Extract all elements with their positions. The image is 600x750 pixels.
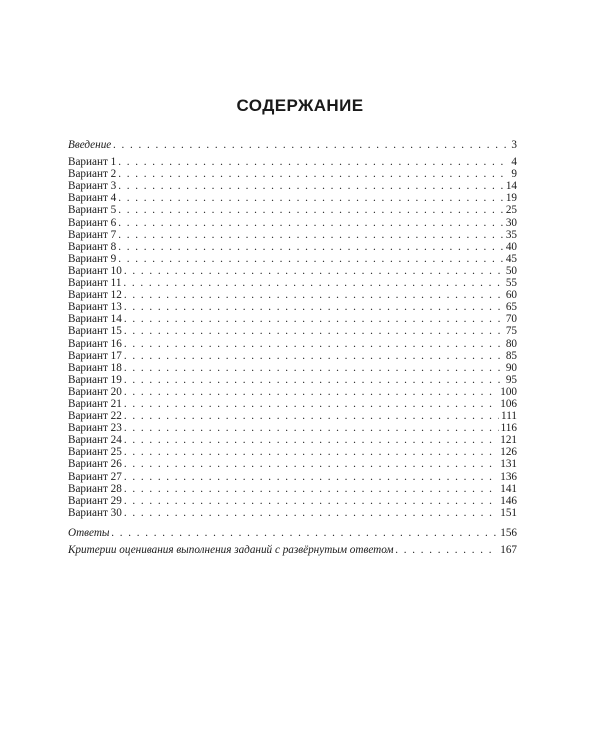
toc-entry-label: Вариант 20	[68, 385, 122, 398]
toc-entry-page: 111	[501, 410, 517, 423]
toc-entry-page: 70	[505, 313, 517, 326]
toc-entry-variant-24[interactable]	[68, 434, 517, 446]
toc-entry-variant-29[interactable]	[68, 495, 517, 507]
toc-entry-page: 40	[505, 240, 517, 253]
toc-entry-variant-27[interactable]	[68, 471, 517, 483]
toc-entry-page: 65	[505, 301, 517, 314]
toc-entry-label: Вариант 16	[68, 337, 122, 350]
dot-leader	[124, 374, 504, 386]
dot-leader	[113, 139, 509, 151]
toc-entry-page: 14	[505, 180, 517, 193]
toc-entry-variant-25[interactable]	[68, 446, 517, 458]
toc-entry-label: Критерии оценивания выполнения заданий с развёрнутым ответом	[68, 544, 394, 556]
toc-entry-page: 131	[500, 458, 517, 471]
toc-entry-variant-15[interactable]	[68, 325, 517, 337]
toc-entry-label: Вариант 27	[68, 470, 122, 483]
table-of-contents	[68, 139, 517, 556]
toc-entry-label: Вариант 10	[68, 264, 122, 277]
toc-entry-page: 136	[500, 470, 517, 483]
dot-leader	[124, 483, 498, 495]
toc-entry-page: 121	[500, 434, 517, 447]
toc-entry-variant-9[interactable]	[68, 253, 517, 265]
toc-entry-label: Вариант 7	[68, 228, 117, 241]
dot-leader	[118, 229, 504, 241]
toc-entry-variant-20[interactable]	[68, 386, 517, 398]
toc-entry-variant-26[interactable]	[68, 458, 517, 470]
toc-entry-variant-19[interactable]	[68, 374, 517, 386]
dot-leader	[124, 265, 504, 277]
toc-entry-label: Вариант 9	[68, 252, 117, 265]
toc-entry-label: Вариант 8	[68, 240, 117, 253]
toc-entry-page: 80	[505, 337, 517, 350]
toc-entry-page: 141	[500, 482, 517, 495]
toc-entry-label: Введение	[68, 139, 112, 151]
toc-entry-label: Вариант 18	[68, 361, 122, 374]
dot-leader	[118, 168, 509, 180]
toc-entry-label: Вариант 15	[68, 325, 122, 338]
toc-entry-label: Вариант 19	[68, 373, 122, 386]
toc-entry-label: Вариант 29	[68, 494, 122, 507]
toc-entry-variant-16[interactable]	[68, 338, 517, 350]
toc-entry-page: 85	[505, 349, 517, 362]
toc-entry-label: Вариант 17	[68, 349, 122, 362]
toc-entry-label: Вариант 28	[68, 482, 122, 495]
dot-leader	[124, 338, 504, 350]
dot-leader	[124, 458, 498, 470]
toc-entry-label: Вариант 11	[68, 277, 122, 290]
toc-entry-label: Вариант 13	[68, 301, 122, 314]
toc-entry-label: Вариант 25	[68, 446, 122, 459]
toc-entry-page: 106	[500, 397, 517, 410]
dot-leader	[118, 156, 509, 168]
toc-entry-page: 95	[505, 373, 517, 386]
toc-entry-page: 3	[511, 139, 517, 151]
toc-entry-page: 30	[505, 216, 517, 229]
toc-entry-label: Ответы	[68, 526, 110, 539]
toc-entry-page: 116	[500, 422, 517, 435]
toc-entry-page: 50	[505, 264, 517, 277]
toc-entry-variant-22[interactable]	[68, 410, 517, 422]
toc-entry-label: Вариант 3	[68, 180, 117, 193]
toc-entry-label: Вариант 5	[68, 204, 117, 217]
dot-leader	[124, 325, 504, 337]
dot-leader	[123, 277, 503, 289]
toc-entry-variant-23[interactable]	[68, 422, 517, 434]
toc-entry-page: 90	[505, 361, 517, 374]
toc-entry-variant-14[interactable]	[68, 313, 517, 325]
dot-leader	[124, 350, 504, 362]
toc-entry-variant-13[interactable]	[68, 301, 517, 313]
dot-leader	[124, 362, 504, 374]
toc-entry-label: Вариант 4	[68, 192, 117, 205]
toc-entry-variant-6[interactable]	[68, 217, 517, 229]
toc-entry-answers[interactable]	[68, 527, 517, 539]
toc-entry-variant-4[interactable]	[68, 192, 517, 204]
toc-entry-label: Вариант 30	[68, 506, 122, 519]
variant-list	[68, 156, 517, 519]
dot-leader	[124, 471, 498, 483]
toc-entry-label: Вариант 6	[68, 216, 117, 229]
toc-entry-page: 151	[500, 506, 517, 519]
dot-leader	[124, 289, 504, 301]
toc-entry-page: 60	[505, 289, 517, 302]
dot-leader	[396, 544, 499, 556]
dot-leader	[124, 313, 504, 325]
toc-entry-page: 156	[500, 526, 517, 539]
page-title: СОДЕРЖАНИЕ	[236, 96, 364, 115]
dot-leader	[118, 241, 504, 253]
toc-entry-variant-12[interactable]	[68, 289, 517, 301]
dot-leader	[124, 422, 499, 434]
toc-entry-page: 9	[511, 168, 517, 181]
toc-entry-variant-1[interactable]	[68, 156, 517, 168]
toc-entry-page: 4	[511, 156, 517, 169]
dot-leader	[124, 410, 499, 422]
toc-entry-variant-3[interactable]	[68, 180, 517, 192]
toc-entry-label: Вариант 26	[68, 458, 122, 471]
toc-entry-variant-18[interactable]	[68, 362, 517, 374]
dot-leader	[118, 217, 504, 229]
dot-leader	[124, 446, 498, 458]
toc-entry-label: Вариант 23	[68, 422, 122, 435]
toc-entry-variant-2[interactable]	[68, 168, 517, 180]
toc-entry-label: Вариант 2	[68, 168, 117, 181]
toc-entry-page: 126	[500, 446, 517, 459]
dot-leader	[124, 301, 504, 313]
toc-entry-page: 146	[500, 494, 517, 507]
dot-leader	[112, 527, 499, 539]
dot-leader	[124, 507, 498, 519]
dot-leader	[118, 192, 504, 204]
dot-leader	[124, 386, 498, 398]
toc-entry-label: Вариант 12	[68, 289, 122, 302]
toc-entry-intro[interactable]	[68, 139, 517, 151]
toc-entry-page: 167	[500, 544, 517, 556]
toc-entry-label: Вариант 24	[68, 434, 122, 447]
toc-entry-variant-17[interactable]	[68, 350, 517, 362]
toc-entry-label: Вариант 14	[68, 313, 122, 326]
toc-entry-page: 25	[505, 204, 517, 217]
toc-entry-variant-8[interactable]	[68, 241, 517, 253]
toc-entry-variant-7[interactable]	[68, 229, 517, 241]
toc-entry-page: 55	[505, 277, 517, 290]
toc-entry-page: 100	[500, 385, 517, 398]
toc-entry-page: 35	[505, 228, 517, 241]
toc-entry-page: 75	[505, 325, 517, 338]
toc-entry-criteria[interactable]	[68, 544, 517, 556]
toc-entry-page: 19	[505, 192, 517, 205]
toc-entry-variant-30[interactable]	[68, 507, 517, 519]
dot-leader	[118, 180, 504, 192]
toc-entry-variant-21[interactable]	[68, 398, 517, 410]
dot-leader	[124, 434, 498, 446]
toc-entry-label: Вариант 21	[68, 397, 122, 410]
toc-entry-variant-10[interactable]	[68, 265, 517, 277]
toc-entry-label: Вариант 1	[68, 156, 117, 169]
toc-entry-variant-28[interactable]	[68, 483, 517, 495]
dot-leader	[118, 253, 504, 265]
dot-leader	[118, 204, 504, 216]
toc-entry-variant-5[interactable]	[68, 204, 517, 216]
toc-entry-variant-11[interactable]	[68, 277, 517, 289]
toc-entry-page: 45	[505, 252, 517, 265]
dot-leader	[124, 398, 498, 410]
dot-leader	[124, 495, 498, 507]
toc-entry-label: Вариант 22	[68, 410, 122, 423]
